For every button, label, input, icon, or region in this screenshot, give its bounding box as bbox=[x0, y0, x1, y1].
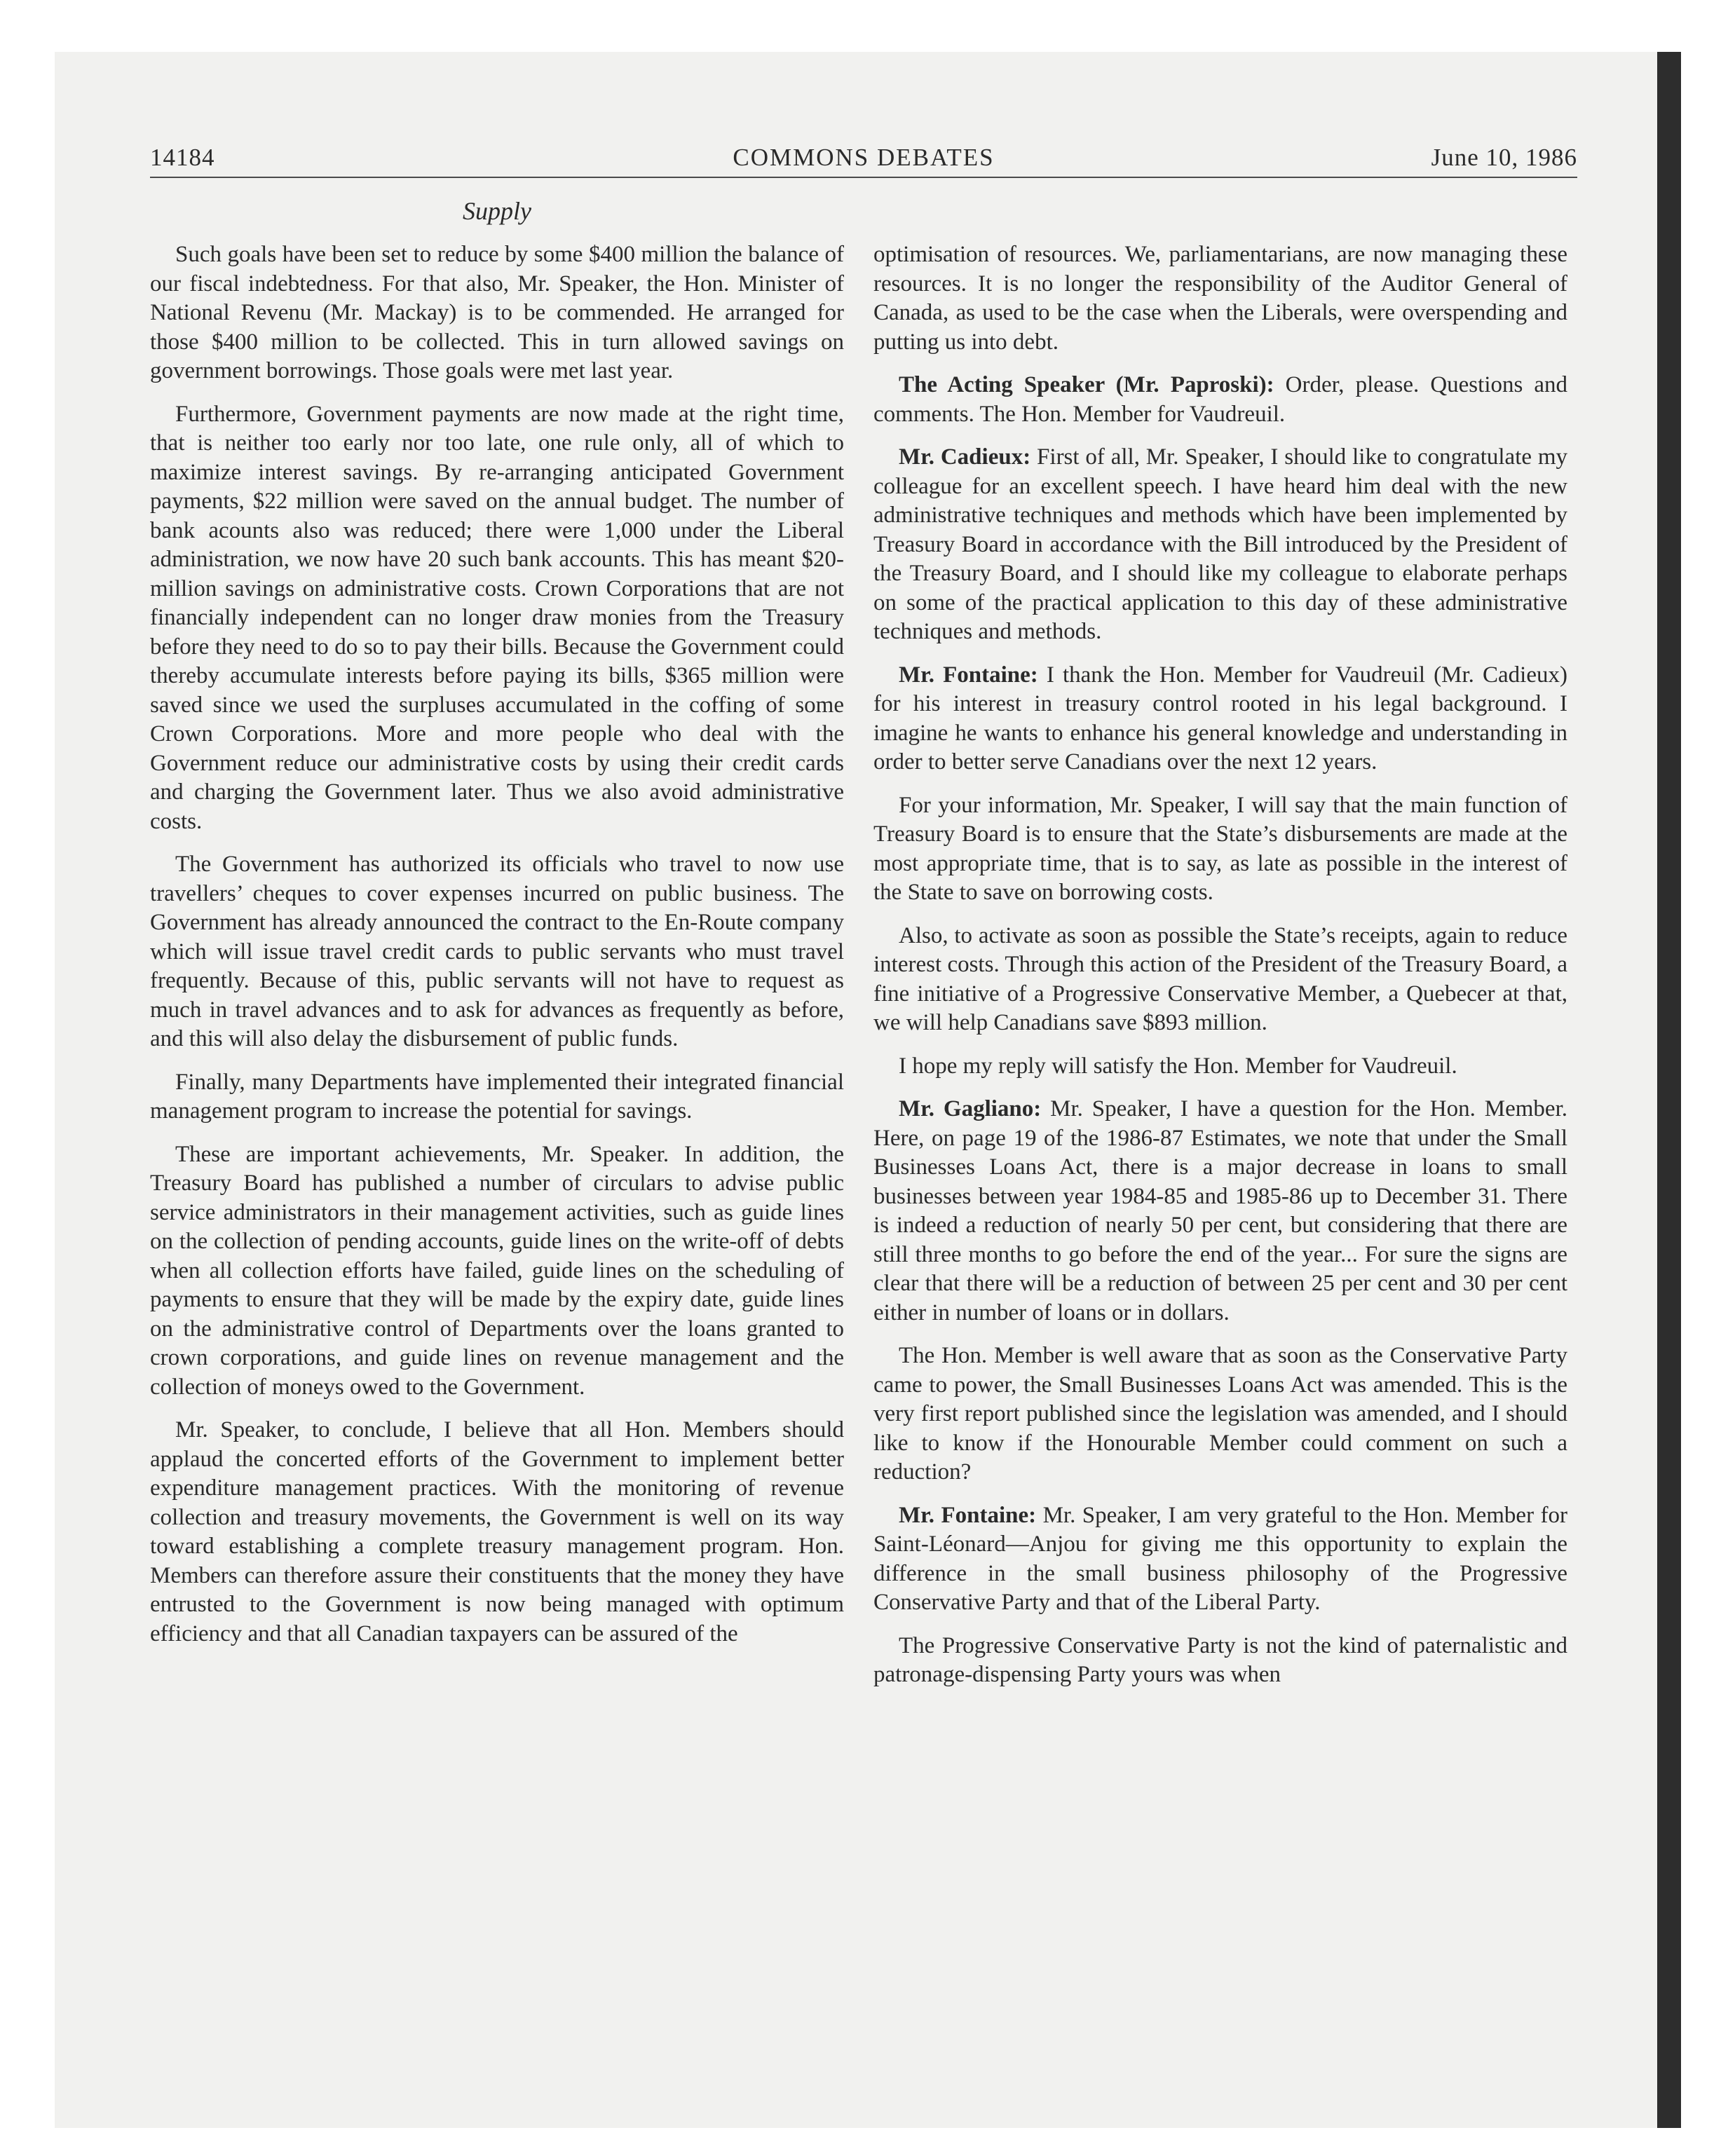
left-paragraph: Furthermore, Government payments are now made at the right time, that is neither too early nor too late, one rule only, all of which to maximize interest savings. By re-arranging anticipated Government payments, $22 million were saved on the annual budget. The number of bank acounts also was reduced; there were 1,000 under the Liberal administration, we now have 20 such bank accounts. This has meant $20-million savings on administrative costs. Crown Corporations that are not financially independent can no longer draw monies from the Treasury before they need to do so to pay their bills. Because the Government could thereby accumulate interests before paying its bills, $365 million were saved since we used the surpluses accumulated in the coffing of some Crown Corporations. More and more people who deal with the Government reduce our administrative costs by using their credit cards and charging the Government later. Thus we also avoid administrative costs. bbox=[150, 401, 844, 834]
right-paragraph bbox=[873, 661, 1567, 777]
paragraph-text: The Progressive Conservative Party is not the kind of paternalistic and patronage-dispensing Party yours was when bbox=[873, 1632, 1567, 1687]
speaker-name: Mr. Cadieux: bbox=[899, 444, 1031, 470]
page-header bbox=[150, 144, 1577, 177]
right-paragraph bbox=[873, 1501, 1567, 1618]
right-paragraph bbox=[873, 922, 1567, 1038]
paragraph-text: I thank the Hon. Member for Vaudreuil (Mr. Cadieux) for his interest in treasury control rooted in his legal background. I imagine he wants to enhance his general knowledge and understanding in order to better serve Canadians over the next 12 years. bbox=[873, 662, 1567, 775]
speaker-name: Mr. Fontaine: bbox=[899, 1502, 1037, 1528]
paragraph-text: Mr. Speaker, I am very grateful to the Hon. Member for Saint-Léonard—Anjou for giving me this opportunity to explain the difference in the small business philosophy of the Progressive Conservative Party and that of the Liberal Party. bbox=[873, 1502, 1567, 1615]
left-paragraph: Mr. Speaker, to conclude, I believe that all Hon. Members should applaud the concerted efforts of the Government to implement better expenditure management practices. With the monitoring of revenue collection and treasury movements, the Government is well on its way toward establishing a complete treasury management program. Hon. Members can therefore assure their constituents that the money they have entrusted to the Government is now being managed with optimum efficiency and that all Canadian taxpayers can be assured of the bbox=[150, 1417, 844, 1646]
speaker-name: Mr. Fontaine: bbox=[899, 662, 1038, 688]
right-column bbox=[873, 240, 1567, 1704]
left-paragraph: The Government has authorized its officials who travel to now use travellers’ cheques to cover expenses incurred on public business. The Government has already announced the contract to the En-Route company which will issue travel credit cards to public servants who must travel frequently. Because of this, public servants will not have to request as much in travel advances and to ask for advances as frequently as before, and this will also delay the disbursement of public funds. bbox=[150, 852, 844, 1051]
binding-edge bbox=[1657, 52, 1681, 2128]
paragraph-text: Mr. Speaker, I have a question for the Hon. Member. Here, on page 19 of the 1986-87 Estimates, we note that under the Small Businesses Loans Act, there is a major decrease in loans to small businesses between year 1984-85 and 1985-86 up to December 31. There is indeed a reduction of nearly 50 per cent, but considering that there are still three months to go before the end of the year... For sure the signs are clear that there will be a reduction of between 25 per cent and 30 per cent either in number of loans or in dollars. bbox=[873, 1096, 1567, 1325]
right-paragraph bbox=[873, 1052, 1567, 1082]
paragraph-text: I hope my reply will satisfy the Hon. Member for Vaudreuil. bbox=[899, 1053, 1457, 1079]
paragraph-text: First of all, Mr. Speaker, I should like to congratulate my colleague for an excellent speech. I have heard him deal with the new administrative techniques and methods which have been implemented by Treasury Board in accordance with the Bill introduced by the President of the Treasury Board, and I should like my colleague to elaborate perhaps on some of the practical application to this day of these administrative techniques and methods. bbox=[873, 444, 1568, 644]
right-paragraph bbox=[873, 791, 1567, 908]
paragraph-text: Also, to activate as soon as possible the State’s receipts, again to reduce interest costs. Through this action of the President of the Treasury Board, a fine initiative of a Progressive Conservative Member, a Quebecer at that, we will help Canadians save $893 million. bbox=[873, 922, 1567, 1035]
publication-title: COMMONS DEBATES bbox=[733, 144, 995, 171]
speaker-name: Mr. Gagliano: bbox=[899, 1096, 1042, 1121]
paragraph-text: Order, please. Questions and comments. The Hon. Member for Vaudreuil. bbox=[873, 372, 1568, 427]
right-paragraph bbox=[873, 1632, 1567, 1690]
right-paragraph bbox=[873, 240, 1567, 357]
header-rule bbox=[150, 177, 1577, 178]
section-title: Supply bbox=[463, 197, 531, 225]
right-paragraph bbox=[873, 1342, 1567, 1487]
publication-date: June 10, 1986 bbox=[1431, 144, 1577, 171]
paragraph-text: The Hon. Member is well aware that as soon as the Conservative Party came to power, the Small Businesses Loans Act was amended. This is the very first report published since the legislation was amended, and I should like to know if the Honourable Member could comment on such a reduction? bbox=[873, 1343, 1567, 1485]
left-paragraph: Finally, many Departments have implemented their integrated financial management program to increase the potential for savings. bbox=[150, 1069, 844, 1124]
paragraph-text: optimisation of resources. We, parliamentarians, are now managing these resources. It is no longer the responsibility of the Auditor General of Canada, as used to be the case when the Liberals, were overspending and putting us into debt. bbox=[873, 242, 1567, 355]
paragraph-text: For your information, Mr. Speaker, I will say that the main function of Treasury Board is to ensure that the State’s disbursements are made at the most appropriate time, that is to say, as late as possible in the interest of the State to save on borrowing costs. bbox=[873, 792, 1567, 905]
speaker-name: The Acting Speaker (Mr. Paproski): bbox=[899, 372, 1274, 397]
right-paragraph bbox=[873, 443, 1567, 647]
left-column bbox=[150, 240, 844, 1663]
left-paragraph: These are important achievements, Mr. Speaker. In addition, the Treasury Board has published a number of circulars to advise public service administrators in their management activities, such as guide lines on the collection of pending accounts, guide lines on the write-off of debts when all collection efforts have failed, guide lines on the scheduling of payments to ensure that they will be made by the expiry date, guide lines on the administrative control of Departments over the loans granted to crown corporations, and guide lines on revenue management and the collection of moneys owed to the Government. bbox=[150, 1141, 844, 1400]
right-paragraph bbox=[873, 1095, 1567, 1328]
page-number: 14184 bbox=[150, 144, 215, 171]
right-paragraph bbox=[873, 371, 1567, 429]
left-paragraph: Such goals have been set to reduce by some $400 million the balance of our fiscal indebtedness. For that also, Mr. Speaker, the Hon. Minister of National Revenu (Mr. Mackay) is to be commended. He arranged for those $400 million to be collected. This in turn allowed savings on government borrowings. Those goals were met last year. bbox=[150, 242, 844, 383]
